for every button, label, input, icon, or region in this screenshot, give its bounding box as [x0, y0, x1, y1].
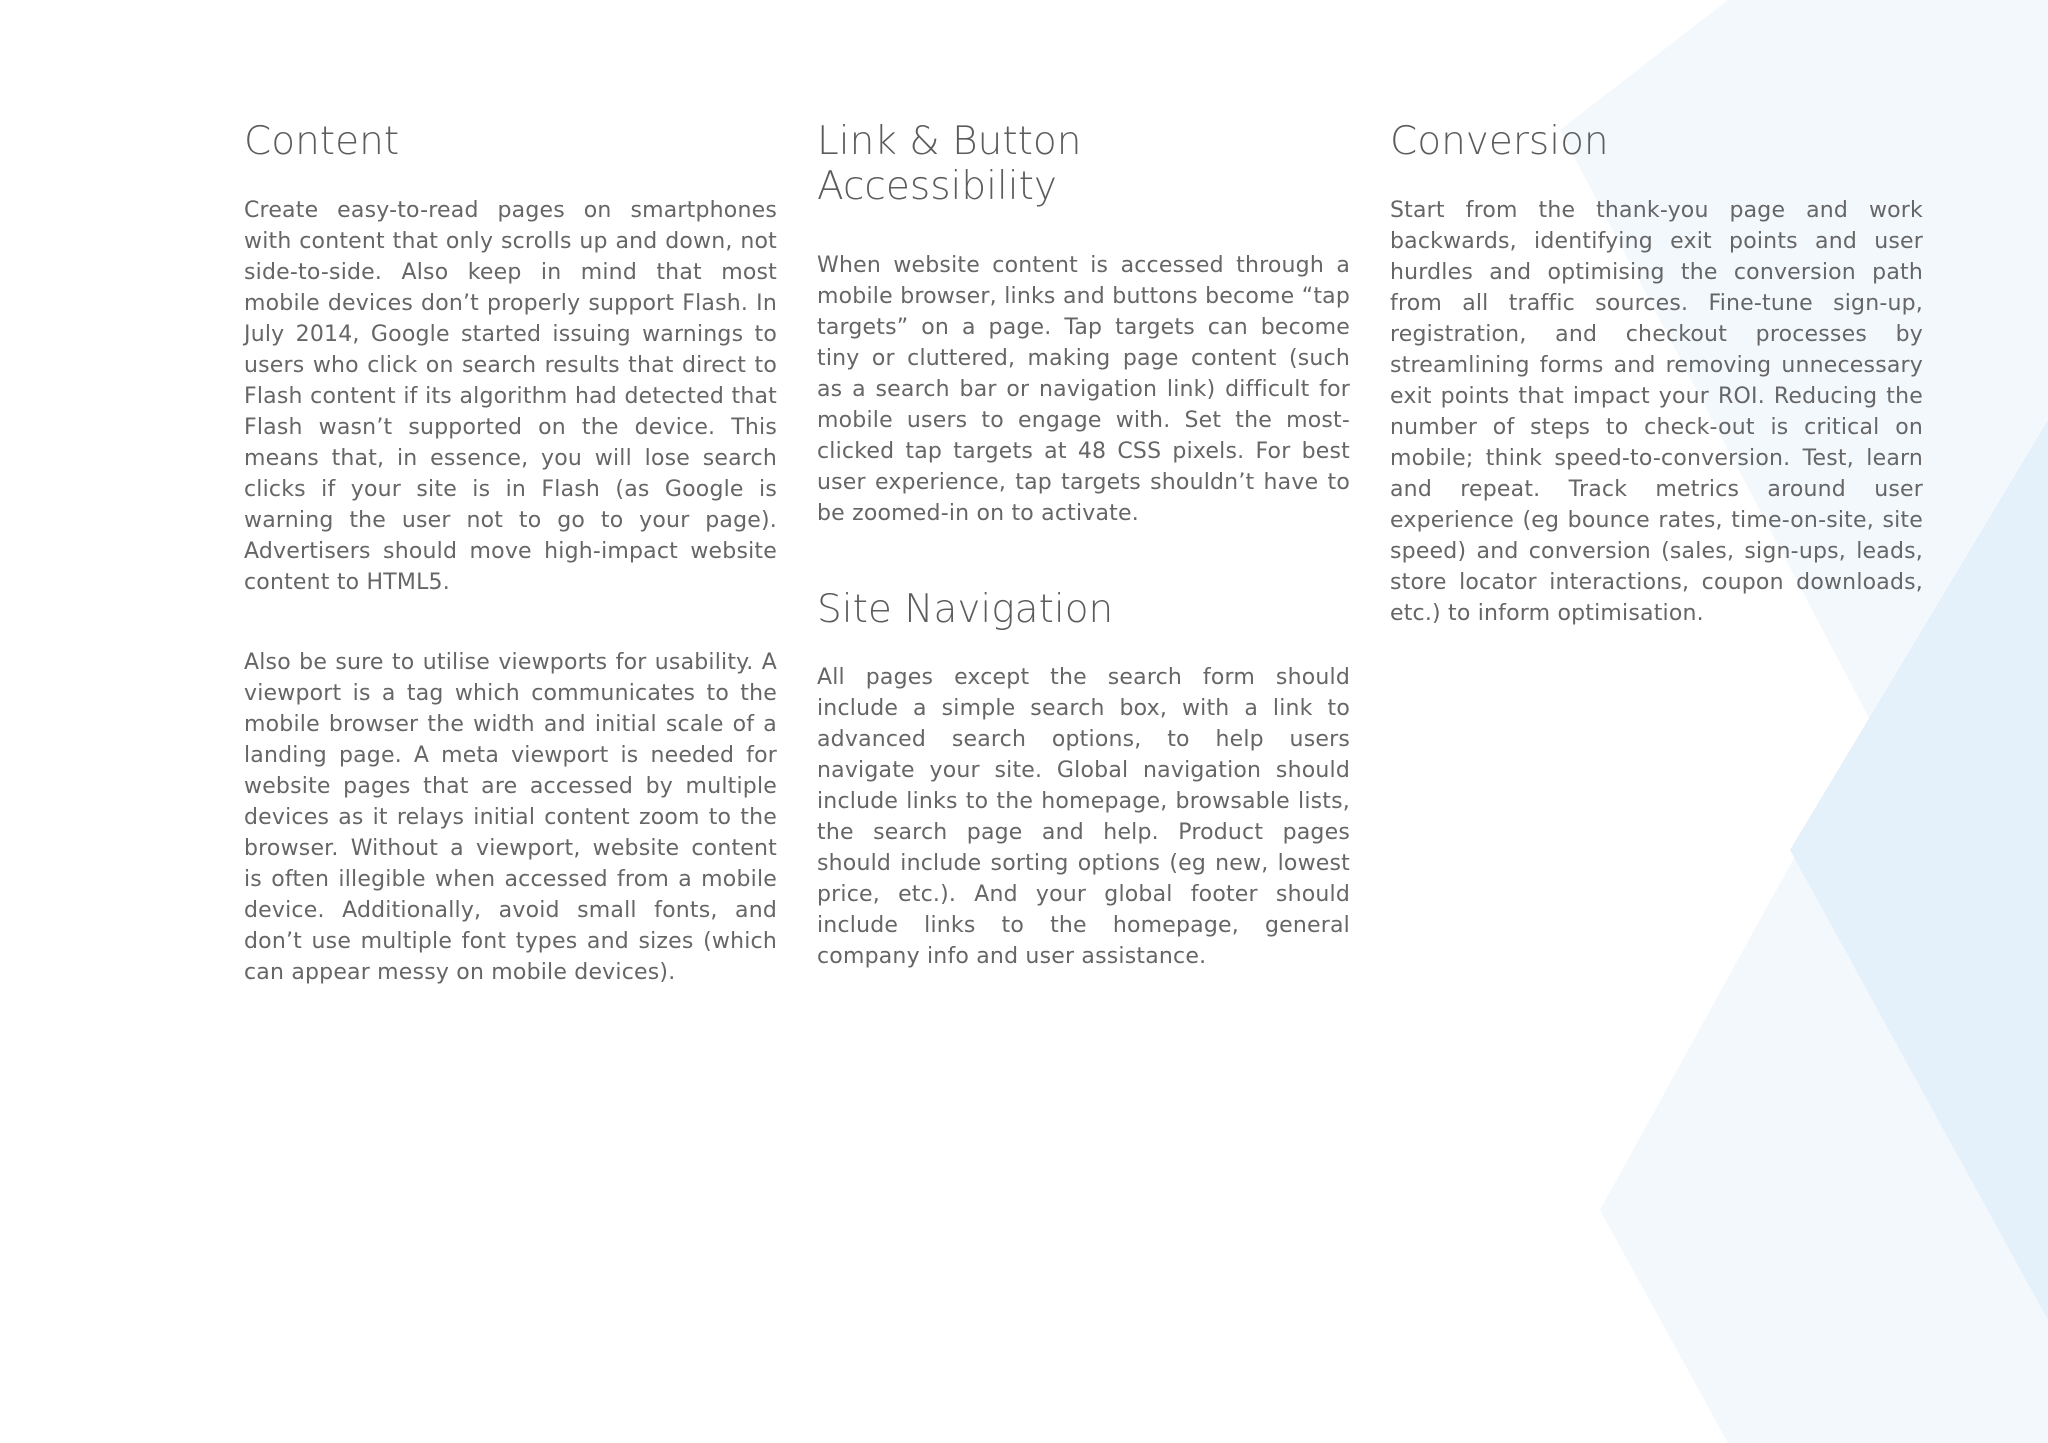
accessibility-paragraph: When website content is accessed through a mobile browser, links and buttons become “tap targets” on a page. Tap targets can become tiny or cluttered, making page content (such as a search bar or navigation link) difficult for mobile users to engage with. Set the most-clicked tap targets at 48 CSS pixels. For best user experience, tap targets shouldn’t have to be zoomed-in on to activate.	[817, 253, 1350, 526]
conversion-heading: Conversion	[1390, 119, 1609, 164]
content-paragraph-2: Also be sure to utilise viewports for usability. A viewport is a tag which communicates to the mobile browser the width and initial scale of a landing page. A meta viewport is needed for website pages that are accessed by multiple devices as it relays initial content zoom to the browser. Without a viewport, website content is often illegible when accessed from a mobile device. Additionally, avoid small fonts, and don’t use multiple font types and sizes (which can appear messy on mobile devices).	[244, 650, 777, 985]
content-paragraph-1: Create easy-to-read pages on smartphones with content that only scrolls up and down, not side-to-side. Also keep in mind that most mobile devices don’t properly support Flash. In July 2014, Google started issuing warnings to users who click on search results that direct to Flash content if its algorithm had detected that Flash wasn’t supported on the device. This means that, in essence, you will lose search clicks if your site is in Flash (as Google is warning the user not to go to your page). Advertisers should move high-impact website content to HTML5.	[244, 198, 777, 595]
conversion-paragraph: Start from the thank-you page and work backwards, identifying exit points and user hurdles and optimising the conversion path from all traffic sources. Fine-tune sign-up, registration, and checkout processes by streamlining forms and removing unnecessary exit points that impact your ROI. Reducing the number of steps to check-out is critical on mobile; think speed-to-conversion. Test, learn and repeat. Track metrics around user experience (eg bounce rates, time-on-site, site speed) and conversion (sales, sign-ups, leads, store locator interactions, coupon downloads, etc.) to inform optimisation.	[1390, 198, 1923, 626]
site-navigation-heading: Site Navigation	[817, 587, 1114, 632]
accessibility-heading-line-2: Accessibility	[817, 164, 1057, 209]
site-navigation-paragraph: All pages except the search form should include a simple search box, with a link to advanced search options, to help users navigate your site. Global navigation should include links to the homepage, browsable lists, the search page and help. Product pages should include sorting options (eg new, lowest price, etc.). And your global footer should include links to the homepage, general company info and user assistance.	[817, 665, 1350, 969]
content-heading: Content	[244, 119, 400, 164]
accessibility-heading-line-1: Link & Button	[817, 119, 1082, 164]
accessibility-heading	[817, 119, 1350, 209]
